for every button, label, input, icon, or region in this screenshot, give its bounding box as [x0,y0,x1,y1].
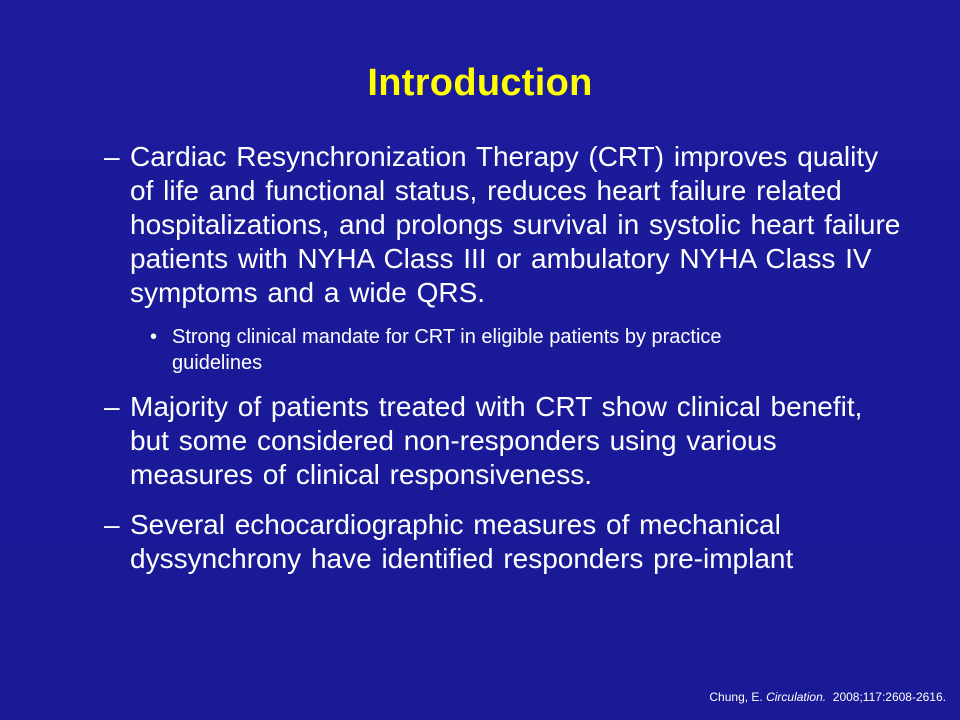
bullet-text: Cardiac Resynchronization Therapy (CRT) improves quality of life and functional status, reduces heart failure related hospitalizations, and prolongs survival in systolic heart failure patients with NYHA Class III or ambulatory NYHA Class IV symptoms and a wide QRS. [130,141,901,308]
bullet-dot-marker: • [150,326,158,348]
citation-journal: Circulation. [766,690,827,704]
citation [709,690,946,704]
bullet-item [104,140,904,310]
citation-details: 2008;117:2608-2616. [826,690,946,704]
bullet-list [104,140,904,576]
slide-title: Introduction [367,62,593,104]
bullet-text: Majority of patients treated with CRT show clinical benefit, but some considered non-responders using various measures of clinical responsiveness. [130,391,863,490]
bullet-item [104,390,904,492]
sub-bullet-item [150,324,812,376]
bullet-item [104,508,904,576]
dash-marker: – [104,391,120,422]
bullet-text: Several echocardiographic measures of mechanical dyssynchrony have identified responders pre-implant [130,509,794,574]
dash-marker: – [104,509,120,540]
citation-author: Chung, E. [709,690,767,704]
dash-marker: – [104,141,120,172]
sub-bullet-text: Strong clinical mandate for CRT in eligible patients by practice guidelines [172,326,722,374]
